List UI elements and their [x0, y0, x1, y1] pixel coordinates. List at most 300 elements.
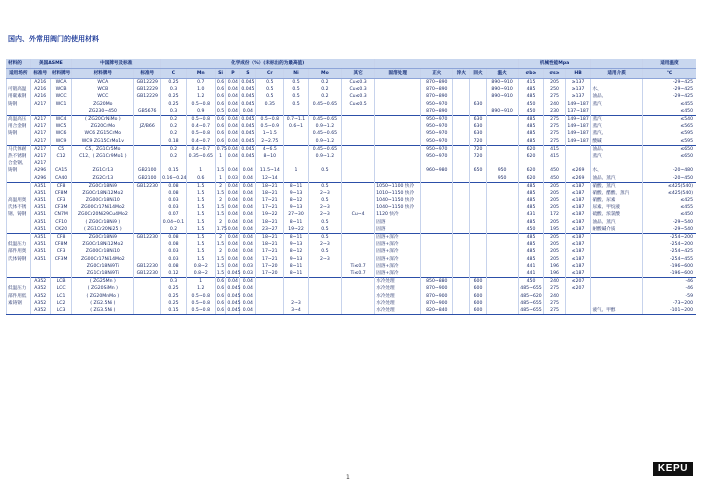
table-cell: [470, 270, 486, 278]
table-cell: C5、ZG1Cr5Mo: [72, 145, 134, 153]
table-cell: 高温用奥: [7, 197, 31, 204]
table-cell: ≤207: [565, 285, 591, 292]
table-cell: -196~600: [642, 263, 696, 270]
table-cell: 1~1.5: [256, 130, 284, 137]
table-cell: 0.25: [161, 79, 187, 87]
header-temp: 适用温度: [642, 59, 696, 69]
table-cell: [308, 270, 341, 278]
table-cell: 0.04: [227, 117, 238, 123]
table-cell: [284, 145, 309, 153]
table-cell: 0.08: [161, 241, 187, 248]
table-cell: [453, 115, 470, 123]
table-cell: ≤187: [565, 233, 591, 241]
table-row: [7, 93, 697, 100]
table-cell: 1: [215, 153, 226, 160]
table-row: [7, 182, 697, 190]
table-cell: 0.03: [240, 263, 256, 270]
table-cell: 0.03: [227, 175, 238, 181]
table-cell: [486, 182, 518, 190]
table-cell: [341, 300, 374, 307]
table-cell: [256, 278, 284, 286]
table-cell: [341, 182, 374, 190]
table-cell: [486, 285, 518, 292]
table-cell: 0.04: [240, 300, 256, 307]
header-sub-cell: Cr: [256, 69, 284, 79]
table-cell: 620: [518, 167, 544, 174]
table-cell: 0.6: [216, 286, 225, 292]
table-row: [7, 241, 697, 248]
table-cell: [470, 197, 486, 204]
table-cell: 0.9~1.2: [308, 153, 341, 160]
table-cell: ≤187: [565, 241, 591, 248]
table-cell: [486, 241, 518, 248]
table-cell: [284, 153, 309, 160]
table-cell: [341, 190, 374, 197]
table-cell: 0.04: [227, 235, 238, 241]
table-cell: -196~600: [642, 270, 696, 278]
table-cell: 275: [544, 93, 565, 100]
table-cell: 27~30: [284, 211, 309, 218]
table-cell: [308, 292, 341, 299]
table-row: [7, 153, 697, 160]
table-cell: [308, 307, 341, 315]
table-cell: 0.6: [216, 307, 225, 313]
table-cell: 0.4~0.7: [186, 138, 215, 146]
table-cell: 0.5~0.8: [186, 115, 215, 123]
table-cell: [421, 226, 453, 234]
table-cell: 0.5~0.9: [256, 123, 284, 130]
table-cell: [453, 123, 470, 130]
table-cell: 0.3: [161, 278, 187, 286]
header-sub-cell: 温火: [486, 69, 518, 79]
table-cell: 0.04: [240, 174, 256, 182]
table-cell: ZG0Cr18Ni9: [72, 233, 134, 241]
table-cell: 485~655: [518, 307, 544, 315]
table-cell: [375, 79, 421, 87]
table-cell: [591, 263, 642, 270]
table-cell: ZG1Cr18Ni9Ti: [72, 270, 134, 278]
table-cell: 水冷处理: [375, 307, 421, 315]
table-cell: 8~11: [284, 263, 309, 270]
table-cell: ZG1Cr13: [72, 167, 134, 174]
table-cell: [421, 197, 453, 204]
table-cell: [341, 256, 374, 263]
table-cell: 0.03: [161, 204, 187, 211]
table-cell: ZG20Mo: [72, 101, 134, 108]
table-cell: [486, 256, 518, 263]
table-cell: 950~970: [421, 115, 453, 123]
table-cell: [375, 101, 421, 108]
table-cell: WC4: [50, 115, 71, 123]
table-cell: 195: [544, 226, 565, 234]
header-sub-cell: 适用场所: [7, 69, 31, 79]
table-cell: 19~22: [284, 226, 309, 234]
table-cell: ≤595: [642, 130, 696, 137]
table-cell: 890~910: [486, 93, 518, 100]
table-cell: 0.6: [216, 87, 225, 93]
table-cell: 0.5: [284, 86, 309, 93]
table-cell: 450: [518, 226, 544, 234]
table-cell: ≤187: [565, 248, 591, 255]
table-row: [7, 219, 697, 226]
table-cell: -29~425: [642, 93, 696, 100]
table-cell: 205: [544, 79, 565, 87]
table-row: [7, 160, 697, 167]
table-cell: A296: [30, 174, 50, 182]
table-cell: ZG00Cr17Ni14Mo2: [72, 204, 134, 211]
table-cell: [72, 160, 134, 167]
table-cell: 0.6: [216, 279, 225, 285]
table-cell: 205: [544, 233, 565, 241]
table-cell: 0.04: [227, 131, 238, 137]
table-cell: [7, 182, 31, 190]
table-cell: 0.04: [227, 124, 238, 130]
table-cell: 485: [518, 233, 544, 241]
table-cell: 0.8~2: [186, 270, 215, 278]
table-row: [7, 130, 697, 137]
table-cell: 485: [518, 182, 544, 190]
table-cell: 205: [544, 241, 565, 248]
table-cell: A217: [30, 160, 50, 167]
table-cell: -46: [642, 285, 696, 292]
table-cell: [284, 160, 309, 167]
table-cell: A217: [30, 123, 50, 130]
table-cell: [341, 248, 374, 255]
table-cell: 0.04: [227, 80, 238, 86]
table-cell: 450: [518, 278, 544, 286]
table-cell: -73~200: [642, 300, 696, 307]
table-cell: [341, 130, 374, 137]
table-cell: 1.5: [216, 270, 225, 276]
table-cell: [591, 248, 642, 255]
header-sub-cell: 固溶处理: [375, 69, 421, 79]
table-cell: [134, 300, 161, 307]
table-cell: [375, 160, 421, 167]
table-cell: 0.2: [161, 123, 187, 130]
table-cell: ≤455: [642, 204, 696, 211]
table-cell: CF8M: [50, 241, 71, 248]
table-row: [7, 190, 697, 197]
table-cell: A351: [30, 190, 50, 197]
table-cell: 1.5: [216, 168, 225, 174]
table-cell: Cu≤0.3: [341, 93, 374, 100]
table-cell: 0.2: [161, 153, 187, 160]
table-cell: 0.7~1.1: [284, 115, 309, 123]
table-cell: -59: [642, 292, 696, 299]
table-cell: 950: [486, 174, 518, 182]
table-cell: [421, 190, 453, 197]
table-cell: 8~11: [284, 233, 309, 241]
table-cell: 0.08: [161, 263, 187, 270]
table-cell: [7, 219, 31, 226]
table-cell: 205: [544, 190, 565, 197]
table-cell: [591, 241, 642, 248]
header-sub-cell: 回火: [470, 69, 486, 79]
table-cell: 485: [518, 86, 544, 93]
table-cell: 600: [470, 278, 486, 286]
table-cell: [421, 211, 453, 218]
table-cell: ≤187: [565, 226, 591, 234]
table-row: [7, 278, 697, 286]
table-cell: ≤450: [642, 211, 696, 218]
table-cell: [375, 123, 421, 130]
table-cell: 1: [284, 167, 309, 174]
table-cell: 固溶+深冷: [375, 233, 421, 241]
table-cell: ≤425(540): [642, 182, 696, 190]
table-cell: ≤650: [642, 145, 696, 153]
table-cell: [453, 241, 470, 248]
table-cell: 0.5~0.8: [186, 292, 215, 299]
table-cell: 1.5: [216, 256, 225, 262]
table-cell: [421, 219, 453, 226]
table-cell: [591, 270, 642, 278]
table-cell: 0.5: [308, 219, 341, 226]
table-cell: [134, 211, 161, 218]
table-cell: [486, 278, 518, 286]
table-cell: 0.04: [227, 190, 238, 196]
table-cell: 0.5: [256, 93, 284, 100]
table-cell: 9~13: [284, 241, 309, 248]
table-cell: [453, 190, 470, 197]
table-cell: 450: [544, 167, 565, 174]
table-cell: A217: [30, 101, 50, 108]
table-cell: 0.08: [161, 233, 187, 241]
table-cell: [486, 197, 518, 204]
table-cell: ( ZG2.5Ni ): [72, 300, 134, 307]
table-cell: WC9: [50, 138, 71, 146]
table-cell: 0.04: [240, 211, 256, 218]
table-cell: 17~20: [256, 270, 284, 278]
table-cell: ZG0Cr18Ni9Ti: [72, 263, 134, 270]
table-cell: 17~21: [256, 256, 284, 263]
table-cell: -29~540: [642, 219, 696, 226]
table-cell: 0.04: [240, 285, 256, 292]
table-cell: 950~970: [421, 138, 453, 146]
table-cell: [591, 292, 642, 299]
table-cell: 18~21: [256, 219, 284, 226]
table-row: [7, 145, 697, 153]
table-cell: 固溶+深冷: [375, 270, 421, 278]
materials-table: [6, 59, 696, 315]
table-cell: Cu≤0.3: [341, 79, 374, 87]
table-row: [7, 79, 697, 87]
header-row-sub: [7, 69, 697, 79]
table-cell: [565, 292, 591, 299]
table-cell: 630: [470, 123, 486, 130]
table-cell: 890~910: [486, 86, 518, 93]
table-cell: 485: [518, 123, 544, 130]
table-cell: [375, 86, 421, 93]
table-cell: [256, 285, 284, 292]
table-cell: [134, 197, 161, 204]
header-sub-cell: 标准号: [134, 69, 161, 79]
table-cell: [642, 160, 696, 167]
table-cell: 0.08: [161, 190, 187, 197]
table-cell: 8~11: [284, 219, 309, 226]
kepu-logo: KEPU: [653, 462, 693, 476]
table-cell: 485: [518, 241, 544, 248]
table-cell: [421, 263, 453, 270]
table-cell: 0.4~0.7: [186, 123, 215, 130]
table-cell: 1.5: [186, 256, 215, 263]
table-cell: 0.2: [308, 93, 341, 100]
table-cell: WCB: [72, 86, 134, 93]
table-cell: 0.04: [227, 183, 238, 189]
table-cell: [453, 197, 470, 204]
table-cell: -254~425: [642, 248, 696, 255]
table-row: [7, 101, 697, 108]
table-cell: 0.2: [161, 130, 187, 137]
table-cell: 485: [518, 197, 544, 204]
table-cell: [453, 204, 470, 211]
table-cell: ≤425(540): [642, 190, 696, 197]
table-cell: A351: [30, 204, 50, 211]
table-cell: [486, 300, 518, 307]
table-cell: 600: [470, 292, 486, 299]
table-cell: [215, 160, 226, 167]
table-cell: 液气、甲醇: [591, 307, 642, 315]
header-sub-cell: Mo: [308, 69, 341, 79]
table-cell: A217: [30, 115, 50, 123]
table-cell: [486, 101, 518, 108]
table-row: [7, 174, 697, 182]
table-cell: 水冷处理: [375, 278, 421, 286]
table-cell: 0.18: [161, 138, 187, 146]
table-cell: ≤187: [565, 190, 591, 197]
table-cell: 0.04: [227, 263, 238, 269]
table-cell: A351: [30, 182, 50, 190]
table-cell: WC1: [50, 101, 71, 108]
table-cell: 0.6: [216, 131, 225, 137]
table-cell: 0.045: [227, 300, 241, 306]
table-cell: A352: [30, 292, 50, 299]
table-cell: A216: [30, 79, 50, 87]
table-row: [7, 233, 697, 241]
table-cell: 870~890: [421, 79, 453, 87]
table-cell: 硝酸、醋酸、蒸汽: [591, 190, 642, 197]
table-cell: [7, 190, 31, 197]
table-cell: 1040~1150 快冷: [375, 204, 421, 211]
table-cell: A352: [30, 285, 50, 292]
table-cell: 0.04: [227, 87, 238, 93]
table-cell: ZG0Cr18Ni12Mo2: [72, 190, 134, 197]
table-cell: 0.5~0.8: [256, 115, 284, 123]
table-cell: [453, 182, 470, 190]
table-cell: [470, 93, 486, 100]
table-cell: [284, 174, 309, 182]
table-cell: 9~13: [284, 256, 309, 263]
table-cell: 固溶: [375, 219, 421, 226]
table-cell: 720: [470, 145, 486, 153]
table-cell: 12~14: [256, 174, 284, 182]
table-cell: 氏体不锈: [7, 204, 31, 211]
table-cell: [470, 256, 486, 263]
table-cell: [486, 307, 518, 315]
table-cell: A352: [30, 300, 50, 307]
table-cell: 铸钢: [7, 130, 31, 137]
table-cell: 0.5~0.8: [186, 300, 215, 307]
table-cell: 630: [470, 115, 486, 123]
table-cell: 0.6~1: [284, 123, 309, 130]
table-cell: 0.03: [161, 197, 187, 204]
table-cell: CF3: [50, 248, 71, 255]
table-cell: 1.5: [216, 212, 225, 218]
table-cell: 固溶+深冷: [375, 248, 421, 255]
table-row: [7, 226, 697, 234]
table-cell: 0.04: [240, 219, 256, 226]
table-cell: [226, 160, 240, 167]
table-cell: [256, 108, 284, 116]
table-cell: 870~900: [421, 292, 453, 299]
table-cell: [486, 138, 518, 146]
table-cell: 1.0: [186, 86, 215, 93]
table-cell: 0.04: [240, 190, 256, 197]
table-row: [7, 211, 697, 218]
table-cell: 0.25: [161, 285, 187, 292]
table-cell: [256, 292, 284, 299]
table-cell: 870~890: [421, 93, 453, 100]
table-cell: 275: [544, 285, 565, 292]
table-cell: 硝酸、尿素: [591, 197, 642, 204]
table-cell: 205: [544, 204, 565, 211]
table-cell: 2~3: [284, 300, 309, 307]
table-cell: [256, 307, 284, 315]
table-cell: [421, 256, 453, 263]
table-cell: ( ZG0Cr18Ni9 ): [72, 219, 134, 226]
table-cell: [486, 145, 518, 153]
table-cell: 0.75: [216, 146, 227, 152]
table-cell: 0.2: [161, 115, 187, 123]
table-cell: 1040~1150 快冷: [375, 197, 421, 204]
table-cell: A216: [30, 86, 50, 93]
table-cell: 0.08: [161, 182, 187, 190]
table-cell: WC6 ZG15CrMo: [72, 130, 134, 137]
table-row: [7, 115, 697, 123]
header-mech: 机械性能Mpa: [518, 59, 591, 69]
table-cell: A216: [30, 93, 50, 100]
table-cell: 0.5: [308, 197, 341, 204]
table-cell: CA40: [50, 174, 71, 182]
table-row: [7, 285, 697, 292]
table-cell: [486, 263, 518, 270]
table-cell: -29~540: [642, 226, 696, 234]
table-cell: A351: [30, 226, 50, 234]
table-cell: 137~187: [565, 108, 591, 116]
table-cell: 低温压力: [7, 241, 31, 248]
table-cell: [453, 101, 470, 108]
table-cell: 275: [544, 123, 565, 130]
table-cell: 0.5: [284, 101, 309, 108]
table-cell: 149~187: [565, 101, 591, 108]
table-cell: [134, 248, 161, 255]
table-cell: [134, 292, 161, 299]
table-cell: 0.15: [161, 167, 187, 174]
header-sub-cell: 标准号: [30, 69, 50, 79]
table-cell: 890~910: [486, 79, 518, 87]
table-cell: [7, 233, 31, 241]
table-cell: [470, 204, 486, 211]
table-cell: ≥137: [565, 79, 591, 87]
table-cell: [134, 145, 161, 153]
table-cell: 620: [518, 153, 544, 160]
table-cell: 0.4~0.7: [186, 145, 215, 153]
table-cell: ZG00Cr18Ni10: [72, 197, 134, 204]
table-cell: -20~480: [642, 167, 696, 174]
table-cell: [453, 145, 470, 153]
table-cell: 0.6: [216, 117, 225, 123]
table-cell: [518, 160, 544, 167]
table-cell: 205: [544, 256, 565, 263]
